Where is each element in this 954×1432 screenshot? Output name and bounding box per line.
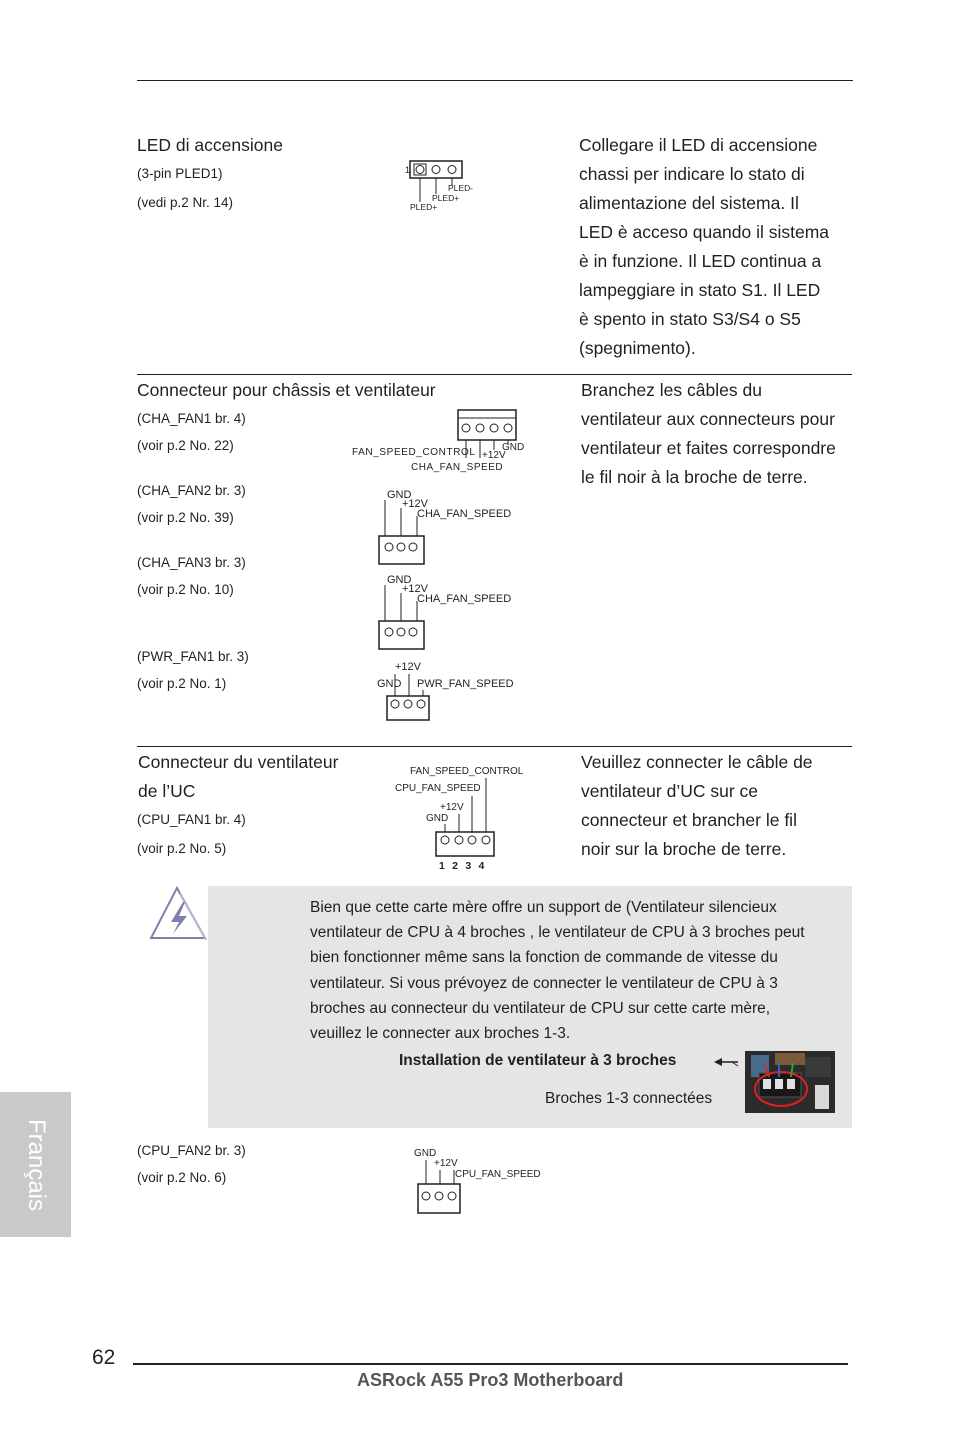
power-led-ref: (vedi p.2 Nr. 14) [137, 195, 234, 210]
footer-rule [133, 1363, 848, 1365]
cha-fan1-speed-control-text: FAN_SPEED_CONTROL [352, 447, 476, 458]
cpu-fan1-gnd-text: GND [426, 813, 449, 824]
cha-fan3-12v-text: +12V [402, 583, 428, 595]
cpu-fan2-12v-text: +12V [434, 1158, 458, 1169]
cha-fan3-ref: (voir p.2 No. 10) [137, 582, 234, 597]
cha-fan1-gnd-text: GND [502, 442, 525, 453]
cpu-fan1-label: (CPU_FAN1 br. 4) [137, 812, 246, 827]
cpu-fan2-ref: (voir p.2 No. 6) [137, 1170, 227, 1185]
cha-fan1-12v-text: +12V [482, 450, 506, 461]
cha-fan1-diagram [350, 405, 540, 477]
cpu-fan1-speed-text: CPU_FAN_SPEED [395, 783, 481, 794]
install-label: Installation de ventilateur à 3 broches [399, 1052, 677, 1069]
cha-fan3-gnd-text: GND [387, 574, 412, 586]
cha-fan2-label: (CHA_FAN2 br. 3) [137, 483, 246, 498]
cpu-fan-title: Connecteur du ventilateur de l’UC [138, 752, 339, 801]
power-led-pin-label: (3-pin PLED1) [137, 166, 223, 181]
cpu-fan2-gnd-text: GND [414, 1148, 437, 1159]
cpu-fan1-ref: (voir p.2 No. 5) [137, 841, 227, 856]
cha-fan1-ref: (voir p.2 No. 22) [137, 438, 234, 453]
cpu-fan2-speed-text: CPU_FAN_SPEED [455, 1169, 541, 1180]
cpu-fan-description: Veuillez connecter le câble de ventilateur d’UC sur ce connecteur et brancher le fil noir sur la broche de terre. [581, 752, 813, 859]
pled-minus-text: PLED- [448, 183, 474, 193]
footer-title: ASRock A55 Pro3 Motherboard [357, 1370, 624, 1390]
pwr-fan1-diagram [375, 658, 525, 724]
section-rule-1 [137, 374, 852, 375]
chassis-fan-title: Connecteur pour châssis et ventilateur [137, 380, 436, 400]
pwr-fan1-gnd-text: GND [377, 678, 402, 690]
cpu-fan1-12v-text: +12V [440, 802, 464, 813]
arrow-left-icon [712, 1056, 740, 1068]
cpu-fan1-speed-control-text: FAN_SPEED_CONTROL [410, 766, 524, 777]
cpu-fan2-diagram [410, 1144, 550, 1218]
top-rule [137, 80, 853, 81]
cha-fan2-diagram [375, 486, 525, 568]
cpu-fan2-label: (CPU_FAN2 br. 3) [137, 1143, 246, 1158]
fan-connector-photo [745, 1051, 835, 1113]
cha-fan3-label: (CHA_FAN3 br. 3) [137, 555, 246, 570]
pled-pin1-text: 1 [405, 165, 411, 175]
pled-plus-text-b: PLED+ [410, 202, 438, 212]
pwr-fan1-12v-text: +12V [395, 661, 421, 673]
pled-connector-diagram [400, 157, 490, 215]
page-number: 62 [92, 1346, 116, 1369]
chassis-fan-description: Branchez les câbles du ventilateur aux connecteurs pour ventilateur et faites correspondre le fil noir à la broche de terre. [581, 380, 836, 487]
cha-fan2-12v-text: +12V [402, 498, 428, 510]
section-rule-2 [137, 746, 852, 747]
pwr-fan1-ref: (voir p.2 No. 1) [137, 676, 227, 691]
cha-fan2-speed-text: CHA_FAN_SPEED [417, 508, 512, 520]
language-tab-label: Français [22, 1118, 50, 1211]
warning-icon [147, 884, 211, 942]
cpu-fan1-diagram [392, 758, 542, 874]
cha-fan2-ref: (voir p.2 No. 39) [137, 510, 234, 525]
cha-fan2-gnd-text: GND [387, 489, 412, 501]
power-led-title: LED di accensione [137, 135, 283, 155]
power-led-description: Collegare il LED di accensione chassi per indicare lo stato di alimentazione del sistema. Il LED è acceso quando il sistema è in funzione. Il LED continua a lampeggiare in stato S1. Il LED è spento in stato S3/S4 o S5 (spegnimento). [579, 135, 829, 358]
cha-fan1-label: (CHA_FAN1 br. 4) [137, 411, 246, 426]
pwr-fan1-speed-text: PWR_FAN_SPEED [417, 678, 514, 690]
cha-fan1-fan-speed-text: CHA_FAN_SPEED [411, 462, 504, 473]
cha-fan3-diagram [375, 571, 525, 653]
note-text: Bien que cette carte mère offre un support de (Ventilateur silencieux ventilateur de CPU à 4 broches , le ventilateur de CPU à 3 broches peut bien fonctionner même sans la fonction de commande de vitesse du ventilateur. Si vous prévoyez de connecter le ventilateur de CPU à 3 broches au connecteur du ventilateur de CPU sur cette carte mère, veuillez le connecter aux broches 1-3. [310, 899, 805, 1043]
pins-connected-label: Broches 1-3 connectées [545, 1090, 713, 1107]
pwr-fan1-label: (PWR_FAN1 br. 3) [137, 649, 249, 664]
pled-plus-text-a: PLED+ [432, 193, 460, 203]
cha-fan3-speed-text: CHA_FAN_SPEED [417, 593, 512, 605]
cpu-fan1-pin-numbers: 1 2 3 4 [439, 860, 487, 872]
language-side-tab[interactable] [0, 1092, 71, 1237]
